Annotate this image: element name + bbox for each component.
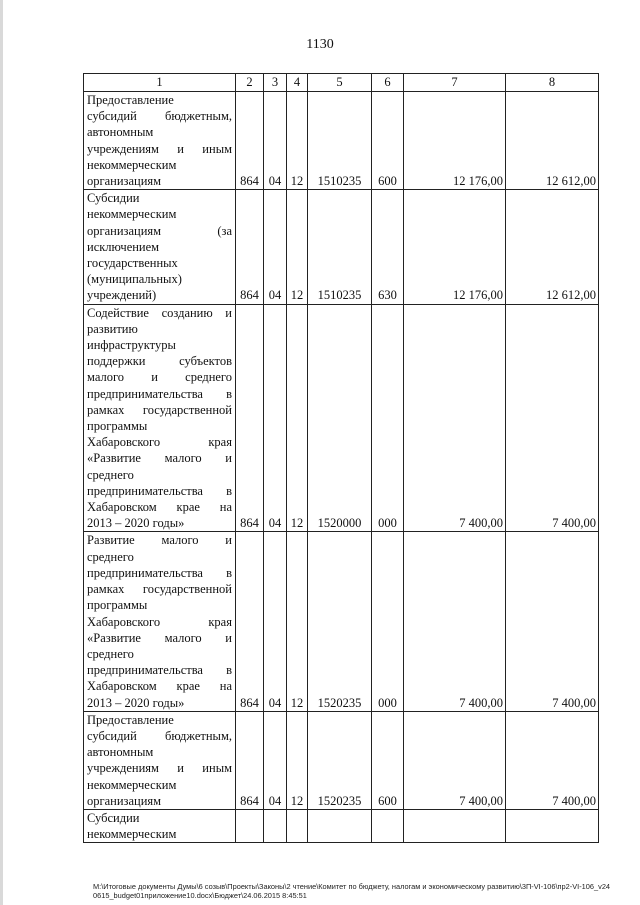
row-name-line: Хабаровском крае на	[87, 679, 232, 694]
row-name-line: автономным	[87, 125, 154, 140]
row-name-cell	[84, 809, 236, 842]
row-name-line: поддержки субъектов	[87, 354, 232, 369]
table-row	[84, 711, 599, 809]
row-name-line: субсидий бюджетным,	[87, 728, 232, 743]
header-col-7: 7	[404, 74, 506, 92]
header-col-1: 1	[84, 74, 236, 92]
row-name-line: 2013 – 2020 годы»	[87, 516, 185, 531]
section-code-cell: 04	[264, 711, 287, 809]
row-name-line: предпринимательства в	[87, 386, 232, 401]
target-article-cell: 1510235	[308, 92, 372, 190]
row-name-line: Предоставление	[87, 712, 174, 727]
table-row	[84, 809, 599, 842]
budget-table	[83, 73, 599, 843]
header-col-3: 3	[264, 74, 287, 92]
row-name-line: инфраструктуры	[87, 338, 176, 353]
row-name-line: Развитие малого и	[87, 533, 232, 548]
row-name-line: некоммерческим	[87, 157, 177, 172]
row-name-line: программы	[87, 419, 148, 434]
amount-2016-cell: 7 400,00	[404, 532, 506, 711]
row-name-line: предпринимательства в	[87, 565, 232, 580]
ministry-code-cell	[236, 809, 264, 842]
header-col-5: 5	[308, 74, 372, 92]
row-name-line: предпринимательства в	[87, 483, 232, 498]
subsection-code-cell: 12	[287, 92, 308, 190]
row-name-cell	[84, 190, 236, 304]
row-name-line: учреждениям и иным	[87, 761, 232, 776]
row-name-line: рамках государственной	[87, 402, 232, 417]
row-name-line: Субсидии	[87, 191, 140, 206]
row-name-line: учреждениям и иным	[87, 141, 232, 156]
page-number: 1130	[306, 37, 334, 52]
amount-2017-cell: 12 612,00	[506, 92, 599, 190]
row-name-line: развитию	[87, 321, 138, 336]
target-article-cell	[308, 809, 372, 842]
table-body	[84, 92, 599, 843]
amount-2017-cell: 7 400,00	[506, 711, 599, 809]
header-col-2: 2	[236, 74, 264, 92]
header-col-6: 6	[372, 74, 404, 92]
amount-2016-cell: 7 400,00	[404, 711, 506, 809]
row-name-line: среднего	[87, 549, 134, 564]
expense-type-cell: 000	[372, 304, 404, 532]
row-name-line: 2013 – 2020 годы»	[87, 695, 185, 710]
row-name-line: малого и среднего	[87, 370, 232, 385]
section-code-cell: 04	[264, 92, 287, 190]
row-name-line: организациям (за	[87, 223, 232, 238]
subsection-code-cell	[287, 809, 308, 842]
target-article-cell: 1520000	[308, 304, 372, 532]
row-name-line: организациям	[87, 793, 162, 808]
target-article-cell: 1510235	[308, 190, 372, 304]
file-path-footer: M:\Итоговые документы Думы\6 созыв\Проекты\Законы\2 чтение\Комитет по бюджету, налогам и экономическому развитию\3П-VI-106\пр2-VI-106_v240615_budget01приложение10.docx\Бюджет\24.06.2015 8:45:51	[93, 882, 611, 900]
table-row	[84, 532, 599, 711]
row-name-line: некоммерческим	[87, 777, 177, 792]
row-name-line: «Развитие малого и	[87, 451, 232, 466]
subsection-code-cell: 12	[287, 304, 308, 532]
row-name-line: учреждений)	[87, 288, 157, 303]
row-name-cell	[84, 92, 236, 190]
expense-type-cell: 000	[372, 532, 404, 711]
target-article-cell: 1520235	[308, 532, 372, 711]
row-name-line: Хабаровского края	[87, 614, 232, 629]
row-name-line: некоммерческим	[87, 827, 177, 842]
row-name-line: программы	[87, 598, 148, 613]
amount-2017-cell: 12 612,00	[506, 190, 599, 304]
subsection-code-cell: 12	[287, 711, 308, 809]
section-code-cell	[264, 809, 287, 842]
row-name-line: Хабаровского края	[87, 435, 232, 450]
row-name-line: среднего	[87, 467, 134, 482]
amount-2017-cell	[506, 809, 599, 842]
section-code-cell: 04	[264, 190, 287, 304]
row-name-line: Субсидии	[87, 810, 140, 825]
row-name-line: государственных	[87, 256, 178, 271]
header-row	[84, 74, 599, 92]
header-col-4: 4	[287, 74, 308, 92]
row-name-line: Содействие созданию и	[87, 305, 232, 320]
table-row	[84, 304, 599, 532]
expense-type-cell	[372, 809, 404, 842]
row-name-line: некоммерческим	[87, 207, 177, 222]
expense-type-cell: 630	[372, 190, 404, 304]
row-name-line: предпринимательства в	[87, 663, 232, 678]
section-code-cell: 04	[264, 532, 287, 711]
ministry-code-cell: 864	[236, 711, 264, 809]
amount-2016-cell: 12 176,00	[404, 92, 506, 190]
amount-2016-cell: 7 400,00	[404, 304, 506, 532]
table-row	[84, 92, 599, 190]
row-name-cell	[84, 304, 236, 532]
subsection-code-cell: 12	[287, 532, 308, 711]
amount-2017-cell: 7 400,00	[506, 532, 599, 711]
row-name-line: Предоставление	[87, 93, 174, 107]
row-name-line: (муниципальных)	[87, 272, 182, 287]
ministry-code-cell: 864	[236, 532, 264, 711]
expense-type-cell: 600	[372, 711, 404, 809]
row-name-line: рамках государственной	[87, 582, 232, 597]
amount-2016-cell: 12 176,00	[404, 190, 506, 304]
amount-2016-cell	[404, 809, 506, 842]
table-row	[84, 190, 599, 304]
target-article-cell: 1520235	[308, 711, 372, 809]
row-name-cell	[84, 711, 236, 809]
row-name-line: субсидий бюджетным,	[87, 109, 232, 124]
row-name-cell	[84, 532, 236, 711]
ministry-code-cell: 864	[236, 92, 264, 190]
row-name-line: Хабаровском крае на	[87, 500, 232, 515]
subsection-code-cell: 12	[287, 190, 308, 304]
amount-2017-cell: 7 400,00	[506, 304, 599, 532]
row-name-line: автономным	[87, 745, 154, 760]
row-name-line: исключением	[87, 239, 160, 254]
row-name-line: среднего	[87, 646, 134, 661]
row-name-line: «Развитие малого и	[87, 630, 232, 645]
section-code-cell: 04	[264, 304, 287, 532]
page-edge-shadow	[0, 0, 3, 905]
row-name-line: организациям	[87, 174, 162, 189]
ministry-code-cell: 864	[236, 304, 264, 532]
header-col-8: 8	[506, 74, 599, 92]
expense-type-cell: 600	[372, 92, 404, 190]
ministry-code-cell: 864	[236, 190, 264, 304]
